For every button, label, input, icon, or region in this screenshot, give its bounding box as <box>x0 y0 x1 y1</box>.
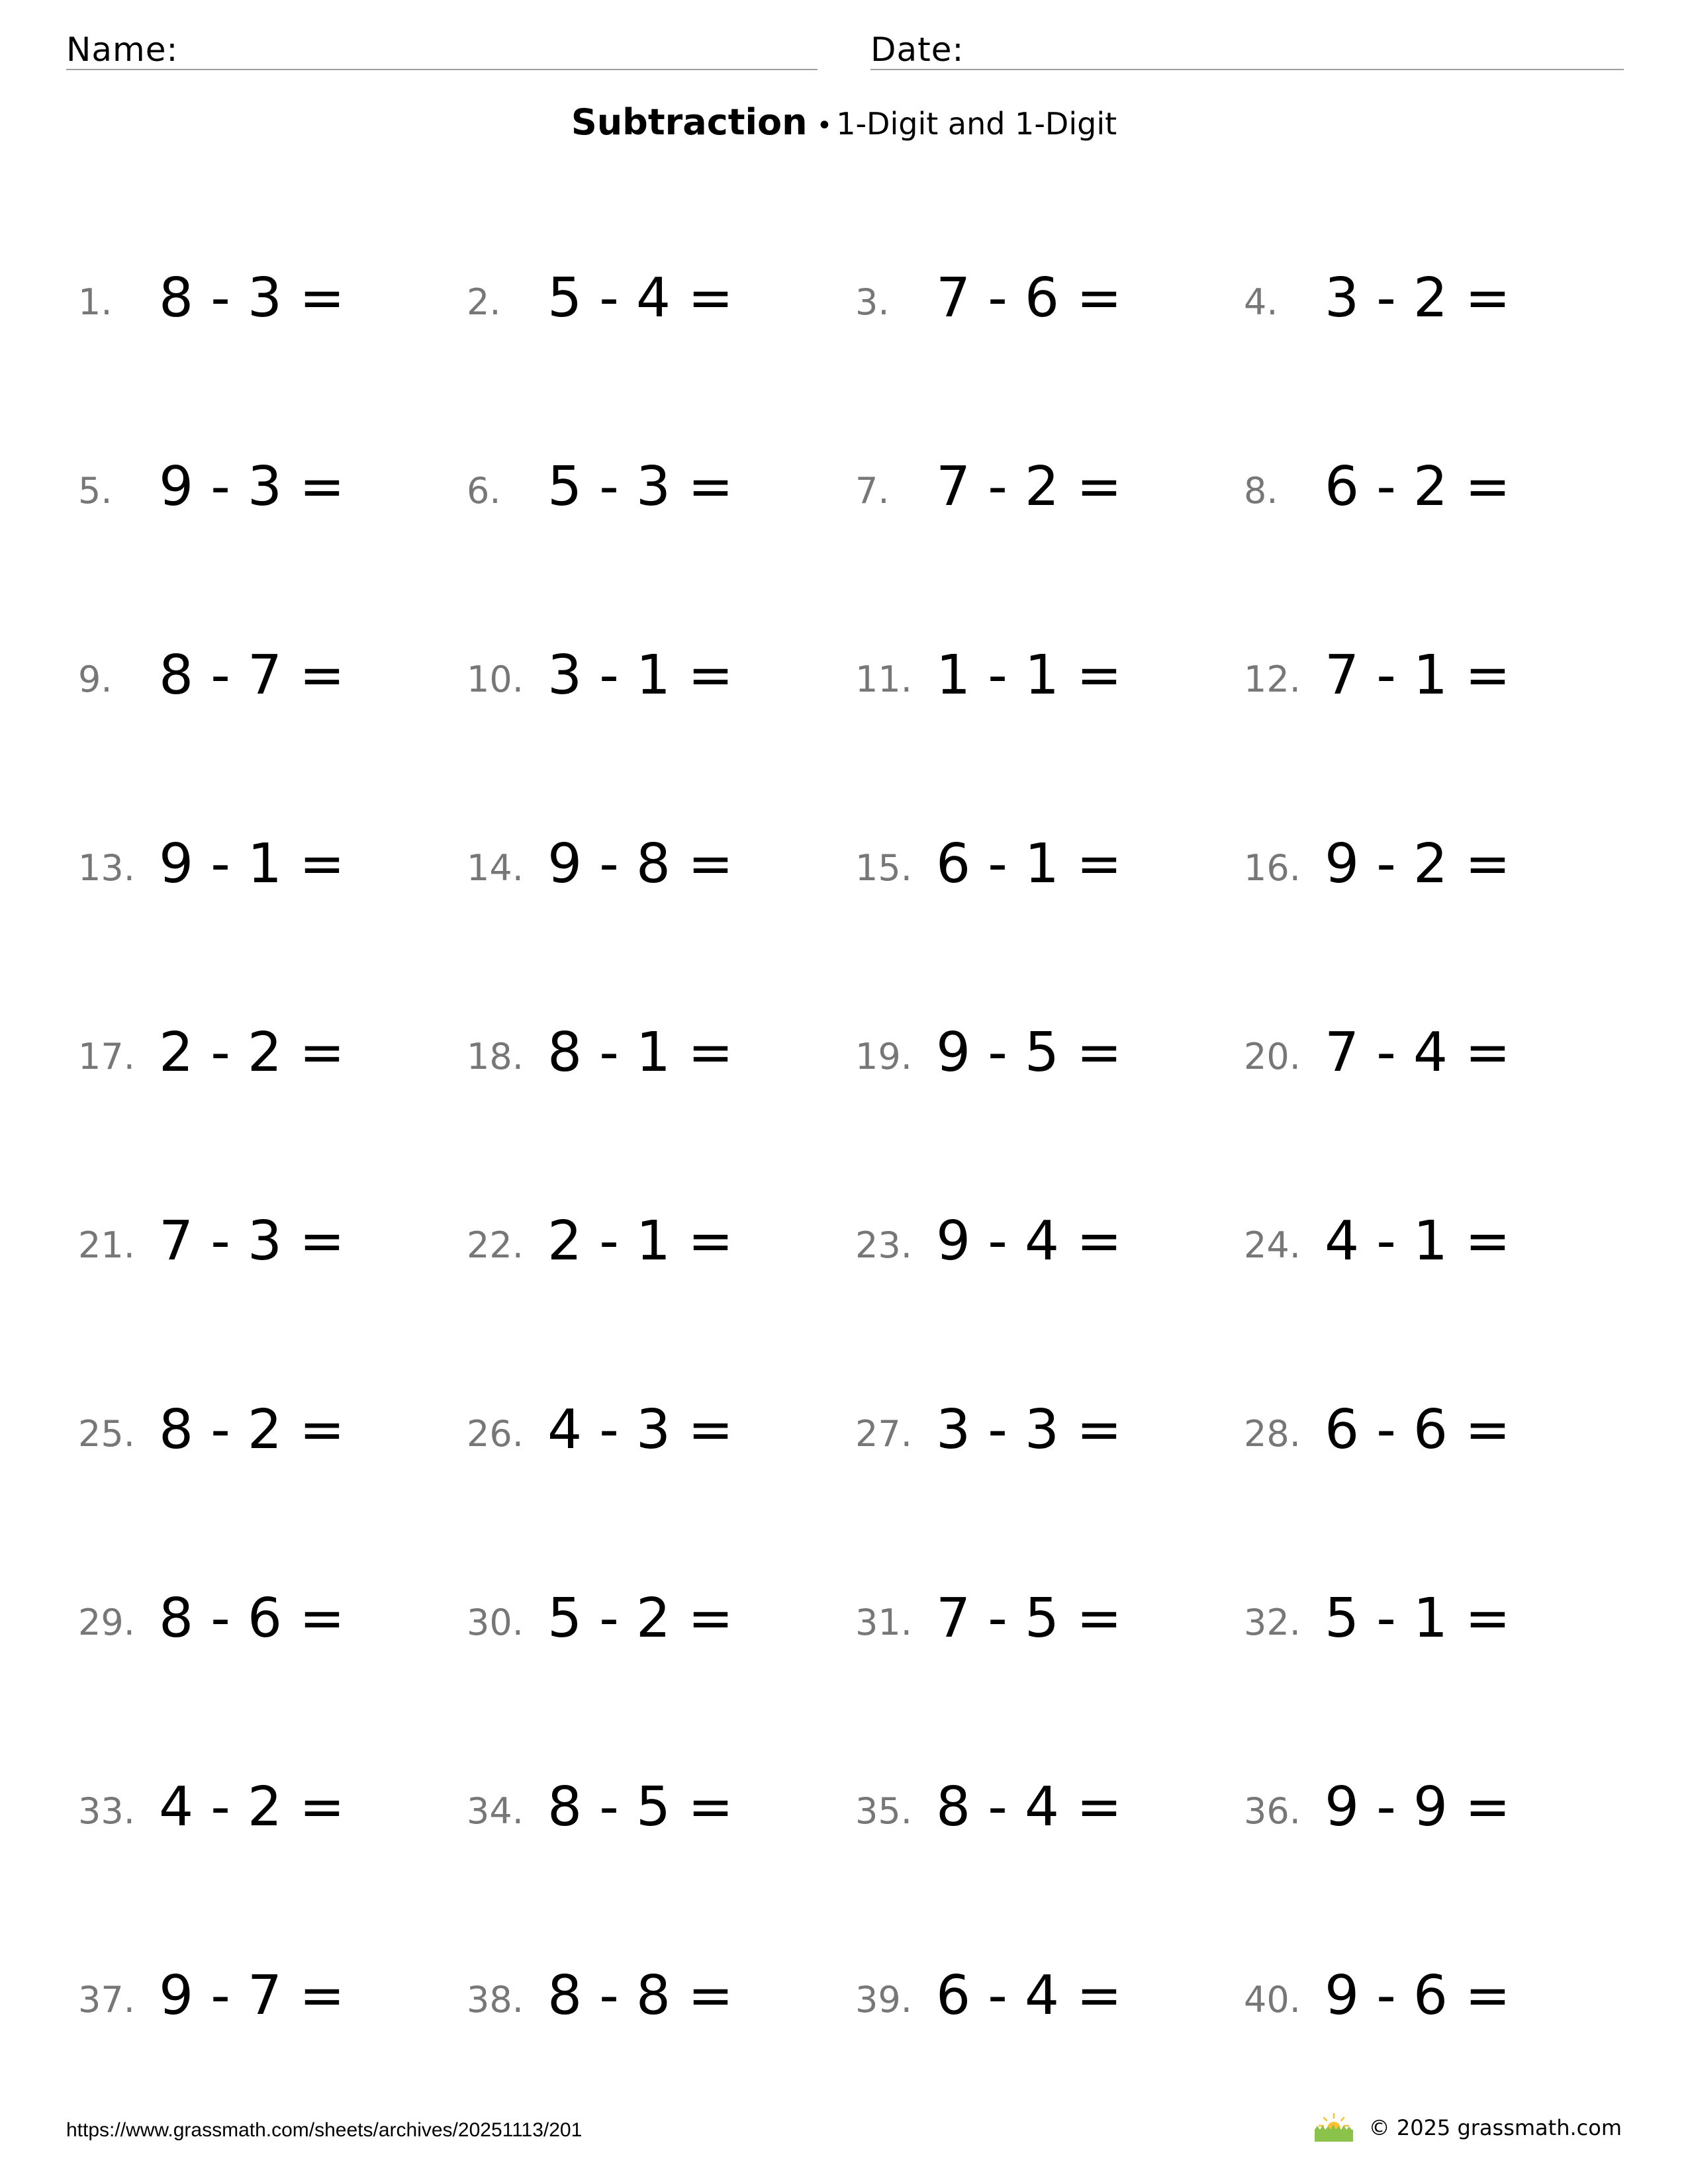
problem-number: 38. <box>467 1979 524 2021</box>
problem-item <box>855 1572 1244 1657</box>
problem-expression: 9 - 5 = <box>936 1021 1122 1084</box>
problem-number: 2. <box>467 281 501 323</box>
problem-number: 40. <box>1244 1979 1301 2021</box>
problem-number: 1. <box>78 281 113 323</box>
problem-number: 3. <box>855 281 890 323</box>
problem-expression: 9 - 4 = <box>936 1210 1122 1273</box>
problem-expression: 4 - 1 = <box>1325 1210 1511 1273</box>
problem-expression: 7 - 3 = <box>159 1210 345 1273</box>
problem-number: 15. <box>855 847 912 889</box>
problem-number: 35. <box>855 1790 912 1832</box>
problem-number: 11. <box>855 659 912 700</box>
problem-number: 7. <box>855 470 890 512</box>
problem-expression: 8 - 7 = <box>159 644 345 707</box>
problem-expression: 7 - 4 = <box>1325 1021 1511 1084</box>
problem-expression: 2 - 2 = <box>159 1021 345 1084</box>
footer-url: https://www.grassmath.com/sheets/archives/20251113/201 <box>66 2119 583 2141</box>
problem-item <box>855 251 1244 336</box>
problem-expression: 5 - 1 = <box>1325 1587 1511 1650</box>
problem-item <box>78 1949 467 2034</box>
problem-number: 32. <box>1244 1602 1301 1643</box>
problem-number: 28. <box>1244 1413 1301 1455</box>
problem-expression: 9 - 3 = <box>159 455 345 518</box>
problem-expression: 9 - 7 = <box>159 1964 345 2027</box>
footer-branding <box>1311 2113 1622 2143</box>
problem-number: 12. <box>1244 659 1301 700</box>
problem-number: 36. <box>1244 1790 1301 1832</box>
problem-expression: 6 - 4 = <box>936 1964 1122 2027</box>
problem-expression: 4 - 2 = <box>159 1776 345 1839</box>
problem-expression: 5 - 2 = <box>547 1587 733 1650</box>
problem-item <box>1244 1949 1632 2034</box>
footer-copyright: © 2025 grassmath.com <box>1368 2115 1622 2140</box>
problem-number: 37. <box>78 1979 135 2021</box>
problem-expression: 7 - 6 = <box>936 267 1122 330</box>
problem-expression: 7 - 5 = <box>936 1587 1122 1650</box>
problem-item <box>1244 251 1632 336</box>
problem-item <box>855 1006 1244 1091</box>
problem-item <box>855 629 1244 713</box>
problem-item <box>78 1006 467 1091</box>
problem-item <box>467 1572 855 1657</box>
problem-expression: 4 - 3 = <box>547 1398 733 1461</box>
problem-grid <box>78 251 1632 2138</box>
problem-item <box>855 440 1244 525</box>
problem-item <box>467 440 855 525</box>
problem-item <box>467 629 855 713</box>
problem-expression: 8 - 4 = <box>936 1776 1122 1839</box>
worksheet-title <box>0 101 1688 143</box>
problem-item <box>1244 1195 1632 1279</box>
problem-item <box>78 251 467 336</box>
problem-item <box>467 251 855 336</box>
problem-number: 20. <box>1244 1036 1301 1077</box>
date-field[interactable] <box>870 25 1624 70</box>
grass-sun-logo-icon <box>1311 2113 1357 2143</box>
problem-expression: 1 - 1 = <box>936 644 1122 707</box>
problem-item <box>467 1760 855 1845</box>
problem-expression: 9 - 2 = <box>1325 833 1511 895</box>
problem-item <box>467 817 855 902</box>
problem-number: 33. <box>78 1790 135 1832</box>
problem-item <box>78 629 467 713</box>
problem-expression: 8 - 3 = <box>159 267 345 330</box>
problem-number: 24. <box>1244 1224 1301 1266</box>
title-bullet: • <box>816 111 833 141</box>
problem-number: 23. <box>855 1224 912 1266</box>
problem-item <box>1244 1383 1632 1468</box>
problem-item <box>78 1760 467 1845</box>
problem-item <box>467 1949 855 2034</box>
problem-number: 10. <box>467 659 524 700</box>
problem-number: 16. <box>1244 847 1301 889</box>
problem-expression: 6 - 6 = <box>1325 1398 1511 1461</box>
problem-item <box>1244 440 1632 525</box>
problem-expression: 7 - 1 = <box>1325 644 1511 707</box>
problem-expression: 3 - 1 = <box>547 644 733 707</box>
problem-item <box>467 1006 855 1091</box>
problem-number: 21. <box>78 1224 135 1266</box>
problem-expression: 6 - 1 = <box>936 833 1122 895</box>
name-field[interactable] <box>66 25 818 70</box>
name-label: Name: <box>66 30 179 69</box>
problem-number: 22. <box>467 1224 524 1266</box>
problem-item <box>78 440 467 525</box>
problem-number: 39. <box>855 1979 912 2021</box>
problem-item <box>855 1949 1244 2034</box>
problem-expression: 5 - 3 = <box>547 455 733 518</box>
problem-number: 14. <box>467 847 524 889</box>
problem-expression: 3 - 3 = <box>936 1398 1122 1461</box>
problem-number: 31. <box>855 1602 912 1643</box>
problem-expression: 5 - 4 = <box>547 267 733 330</box>
problem-item <box>1244 1572 1632 1657</box>
problem-item <box>1244 817 1632 902</box>
problem-number: 13. <box>78 847 135 889</box>
problem-expression: 9 - 1 = <box>159 833 345 895</box>
problem-number: 5. <box>78 470 113 512</box>
problem-expression: 6 - 2 = <box>1325 455 1511 518</box>
problem-number: 9. <box>78 659 113 700</box>
problem-number: 8. <box>1244 470 1278 512</box>
problem-item <box>78 1383 467 1468</box>
problem-item <box>78 817 467 902</box>
title-subtitle: 1-Digit and 1-Digit <box>836 106 1117 142</box>
problem-item <box>467 1195 855 1279</box>
problem-item <box>1244 1760 1632 1845</box>
problem-expression: 8 - 8 = <box>547 1964 733 2027</box>
problem-expression: 7 - 2 = <box>936 455 1122 518</box>
problem-expression: 9 - 6 = <box>1325 1964 1511 2027</box>
problem-item <box>78 1572 467 1657</box>
problem-expression: 8 - 5 = <box>547 1776 733 1839</box>
problem-expression: 9 - 9 = <box>1325 1776 1511 1839</box>
problem-expression: 8 - 1 = <box>547 1021 733 1084</box>
problem-expression: 8 - 2 = <box>159 1398 345 1461</box>
problem-expression: 3 - 2 = <box>1325 267 1511 330</box>
problem-number: 26. <box>467 1413 524 1455</box>
problem-item <box>855 1195 1244 1279</box>
problem-item <box>467 1383 855 1468</box>
problem-expression: 9 - 8 = <box>547 833 733 895</box>
problem-number: 4. <box>1244 281 1278 323</box>
problem-number: 19. <box>855 1036 912 1077</box>
problem-item <box>1244 1006 1632 1091</box>
problem-number: 18. <box>467 1036 524 1077</box>
problem-item <box>855 1760 1244 1845</box>
problem-number: 6. <box>467 470 501 512</box>
date-label: Date: <box>870 30 964 69</box>
problem-expression: 8 - 6 = <box>159 1587 345 1650</box>
problem-item <box>855 1383 1244 1468</box>
problem-number: 34. <box>467 1790 524 1832</box>
problem-number: 25. <box>78 1413 135 1455</box>
problem-expression: 2 - 1 = <box>547 1210 733 1273</box>
problem-number: 30. <box>467 1602 524 1643</box>
problem-number: 29. <box>78 1602 135 1643</box>
problem-item <box>78 1195 467 1279</box>
title-main: Subtraction <box>571 101 808 143</box>
problem-number: 27. <box>855 1413 912 1455</box>
problem-item <box>1244 629 1632 713</box>
problem-item <box>855 817 1244 902</box>
problem-number: 17. <box>78 1036 135 1077</box>
